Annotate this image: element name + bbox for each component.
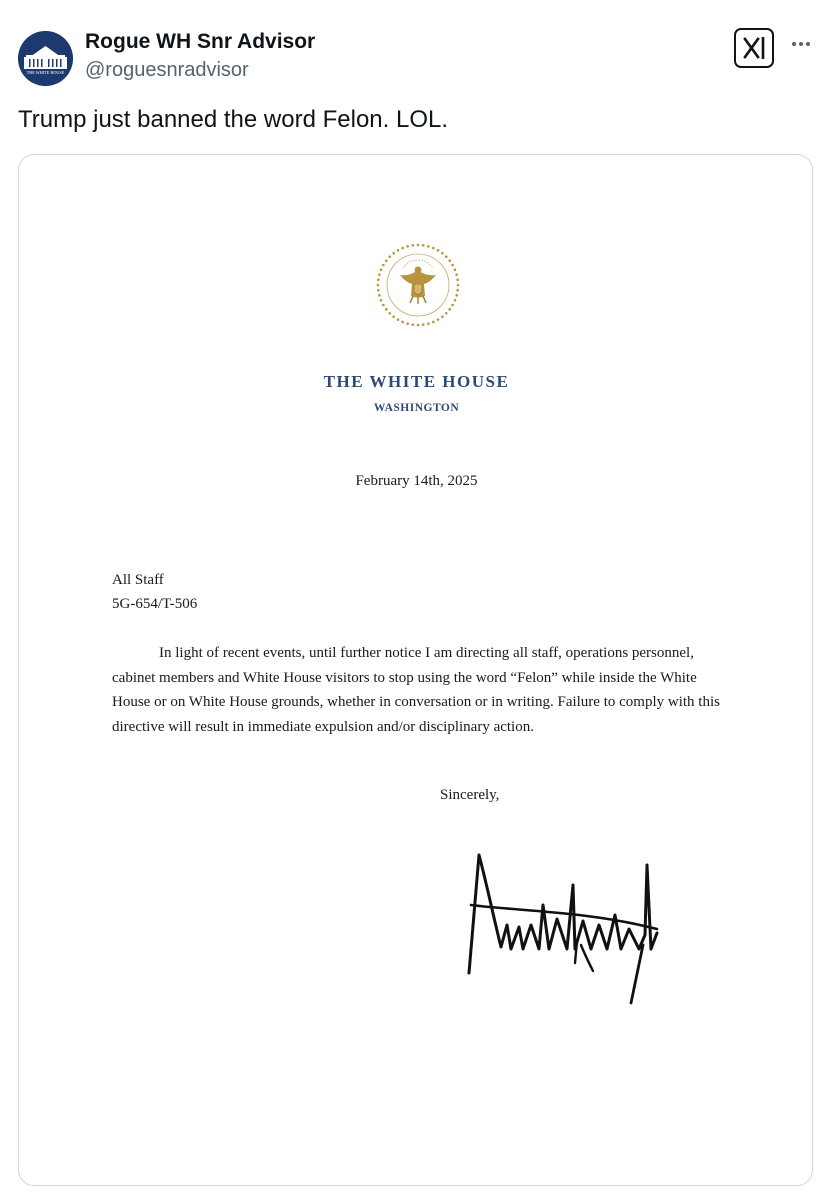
account-avatar[interactable] — [18, 31, 73, 86]
display-name[interactable]: Rogue WH Snr Advisor — [85, 30, 316, 53]
grok-button[interactable] — [734, 28, 774, 68]
attached-image[interactable] — [18, 154, 813, 1186]
account-handle[interactable]: @roguesnradvisor — [85, 59, 249, 81]
letterhead-title: THE WHITE HOUSE — [323, 372, 510, 391]
letter-date: February 14th, 2025 — [355, 473, 478, 489]
grok-icon — [736, 30, 772, 66]
letter-recipient — [112, 568, 197, 616]
post-text: Trump just banned the word Felon. LOL. — [18, 106, 449, 133]
reference-line: 5G-654/T-506 — [112, 596, 198, 612]
more-options-button[interactable] — [789, 34, 813, 54]
presidential-seal-icon — [373, 240, 463, 330]
white-house-avatar-icon — [18, 31, 73, 86]
svg-text:THE WHITE HOUSE: THE WHITE HOUSE — [26, 70, 65, 75]
letter-closing: Sincerely, — [440, 787, 500, 803]
letterhead-location: WASHINGTON — [373, 402, 460, 414]
recipient-line: All Staff — [112, 572, 164, 588]
more-options-icon — [789, 34, 813, 54]
letter-body: In light of recent events, until further notice I am directing all staff, operations personnel, cabinet members and White House visitors to stop using the word “Felon” while inside the White House or on White House grounds, whether in conversation or in writing. Failure to comply with this directive will result in immediate expulsion and/or disciplinary action. — [112, 645, 720, 735]
handwritten-signature — [457, 845, 667, 1020]
